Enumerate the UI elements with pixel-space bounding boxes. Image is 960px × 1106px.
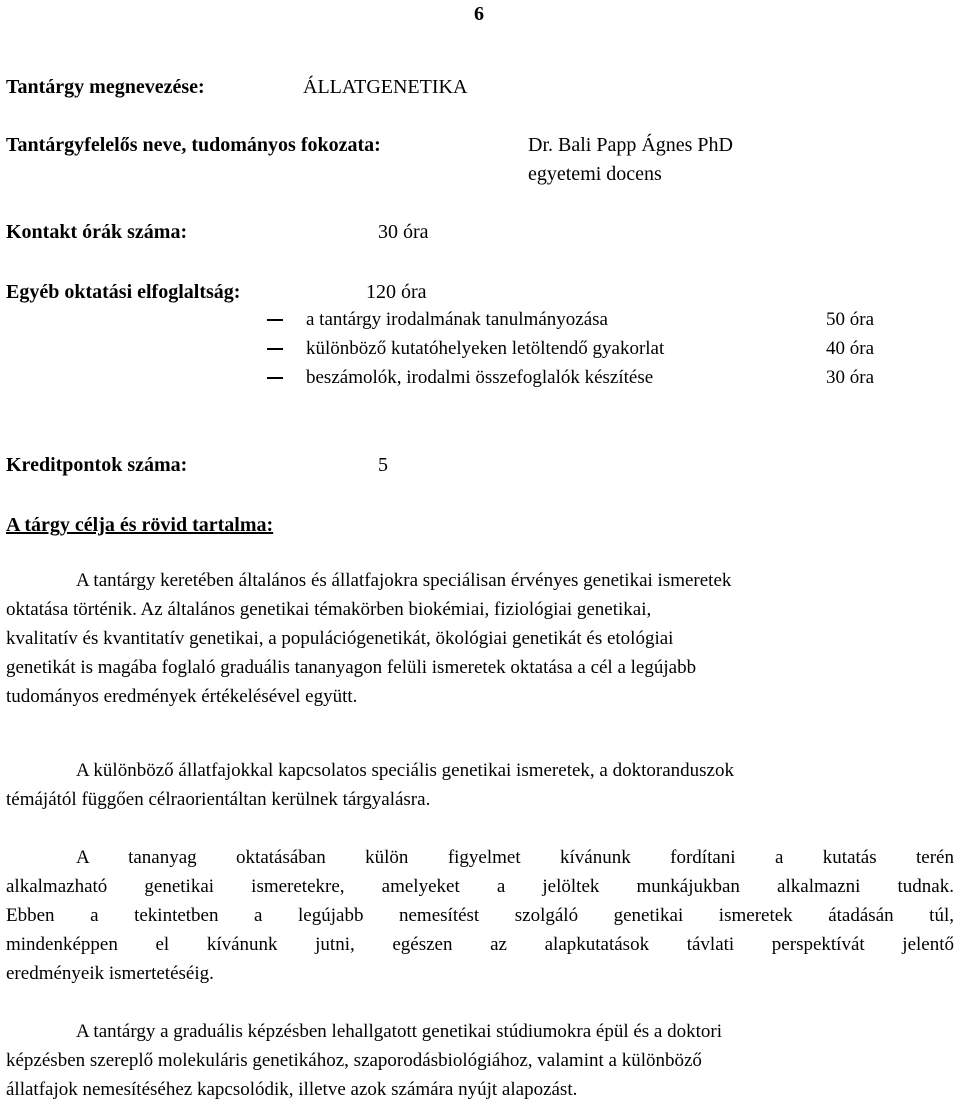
subject-value: ÁLLATGENETIKA [303, 76, 468, 98]
activity-item-text: a tantárgy irodalmának tanulmányozása [306, 309, 608, 330]
list-dash [267, 319, 283, 321]
paragraph-line: tudományos eredmények értékelésével együtt. [6, 686, 358, 707]
other-activity-label: Egyéb oktatási elfoglaltság: [6, 281, 241, 303]
list-dash [267, 348, 283, 350]
paragraph-line: állatfajok nemesítéséhez kapcsolódik, illetve azok számára nyújt alapozást. [6, 1079, 578, 1100]
contact-hours-label: Kontakt órák száma: [6, 221, 188, 243]
aim-paragraph-2 [6, 756, 954, 814]
subject-label: Tantárgy megnevezése: [6, 76, 205, 98]
contact-hours-value: 30 óra [378, 221, 429, 243]
responsible-label: Tantárgyfelelős neve, tudományos fokozata: [6, 134, 381, 156]
paragraph-line: A tananyag oktatásában külön figyelmet kívánunk fordítani a kutatás terén [76, 847, 954, 868]
paragraph-line: alkalmazható genetikai ismeretekre, amelyeket a jelöltek munkájukban alkalmazni tudnak. [6, 876, 954, 897]
aim-paragraph-1 [6, 566, 954, 711]
paragraph-line: oktatása történik. Az általános genetikai témakörben biokémiai, fiziológiai genetikai, [6, 599, 652, 620]
paragraph-line: mindenképpen el kívánunk jutni, egészen az alapkutatások távlati perspektívát jelentő [6, 934, 954, 955]
paragraph-line: A tantárgy a graduális képzésben lehallgatott genetikai stúdiumokra épül és a doktori [76, 1021, 722, 1042]
paragraph-line: A különböző állatfajokkal kapcsolatos speciális genetikai ismeretek, a doktoranduszok [76, 760, 734, 781]
responsible-title: egyetemi docens [528, 163, 662, 185]
activity-item-hours: 30 óra [826, 367, 875, 388]
activity-item-hours: 40 óra [826, 338, 875, 359]
paragraph-line: Ebben a tekintetben a legújabb nemesítést szolgáló genetikai ismeretek átadásán túl, [6, 905, 954, 926]
aim-heading: A tárgy célja és rövid tartalma: [6, 514, 274, 536]
paragraph-line: kvalitatív és kvantitatív genetikai, a populációgenetikát, ökológiai genetikát és etológiai [6, 628, 674, 649]
paragraph-line: eredményeik ismertetéséig. [6, 963, 214, 984]
paragraph-line: képzésben szereplő molekuláris genetikához, szaporodásbiológiához, valamint a különböző [6, 1050, 702, 1071]
page-number: 6 [474, 3, 484, 25]
list-dash [267, 377, 283, 379]
responsible-name: Dr. Bali Papp Ágnes PhD [528, 134, 733, 156]
other-activity-value: 120 óra [366, 281, 427, 303]
activity-item-text: beszámolók, irodalmi összefoglalók készítése [306, 367, 654, 388]
paragraph-line: témájától függően célraorientáltan kerülnek tárgyalásra. [6, 789, 431, 810]
activity-item-text: különböző kutatóhelyeken letöltendő gyakorlat [306, 338, 665, 359]
credits-value: 5 [378, 454, 388, 476]
aim-paragraph-3 [6, 843, 954, 988]
aim-paragraph-4 [6, 1017, 954, 1104]
paragraph-line: A tantárgy keretében általános és állatfajokra speciálisan érvényes genetikai ismeretek [76, 570, 732, 591]
paragraph-line: genetikát is magába foglaló graduális tananyagon felüli ismeretek oktatása a cél a legújabb [6, 657, 697, 678]
credits-label: Kreditpontok száma: [6, 454, 188, 476]
activity-item-hours: 50 óra [826, 309, 875, 330]
